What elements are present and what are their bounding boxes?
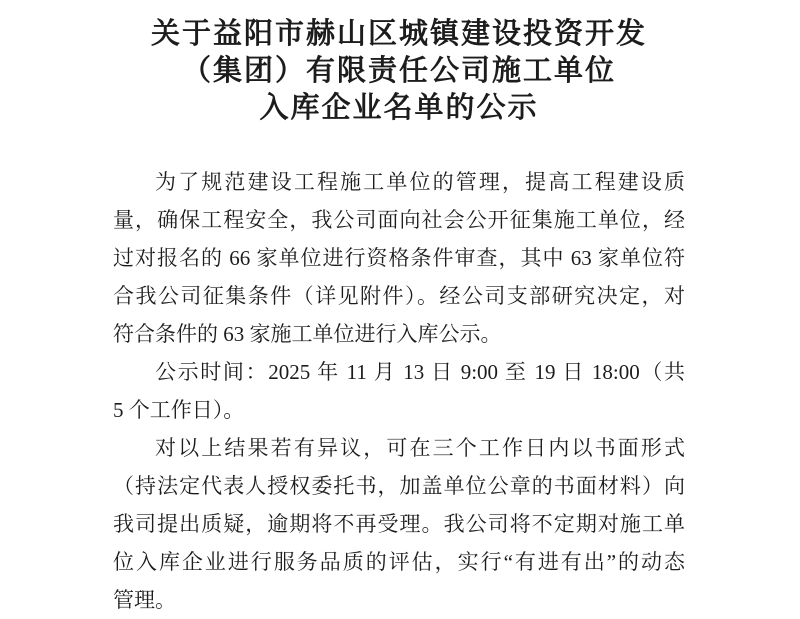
- text-line: 对以上结果若有异议，可在三个工作日内以书面形式: [155, 436, 685, 460]
- title-line: 入库企业名单的公示: [259, 92, 539, 124]
- text-line: 为了规范建设工程施工单位的管理，提高工程建设质: [155, 170, 685, 194]
- title-line: 关于益阳市赫山区城镇建设投资开发: [150, 18, 647, 50]
- text-line: 符合条件的 63 家施工单位进行入库公示。: [113, 322, 502, 346]
- text-line: 公示时间：2025 年 11 月 13 日 9:00 至 19 日 18:00（共: [155, 360, 685, 384]
- text-line: 5 个工作日）。: [113, 398, 245, 422]
- paragraph: [113, 353, 685, 429]
- text-line: 过对报名的 66 家单位进行资格条件审查，其中 63 家单位符: [113, 246, 685, 270]
- text-line: 我司提出质疑，逾期将不再受理。我公司将不定期对施工单: [113, 512, 685, 536]
- title-line: （集团）有限责任公司施工单位: [181, 55, 616, 87]
- paragraph: [113, 163, 685, 353]
- text-line: （持法定代表人授权委托书，加盖单位公章的书面材料）向: [113, 474, 685, 498]
- paragraph: [113, 429, 685, 619]
- text-line: 量，确保工程安全，我公司面向社会公开征集施工单位，经: [113, 208, 685, 232]
- document-title: [113, 16, 685, 127]
- text-line: 位入库企业进行服务品质的评估，实行“有进有出”的动态: [113, 550, 685, 574]
- text-line: 管理。: [113, 588, 176, 612]
- document-body: [113, 163, 685, 619]
- text-line: 合我公司征集条件（详见附件）。经公司支部研究决定，对: [113, 284, 685, 308]
